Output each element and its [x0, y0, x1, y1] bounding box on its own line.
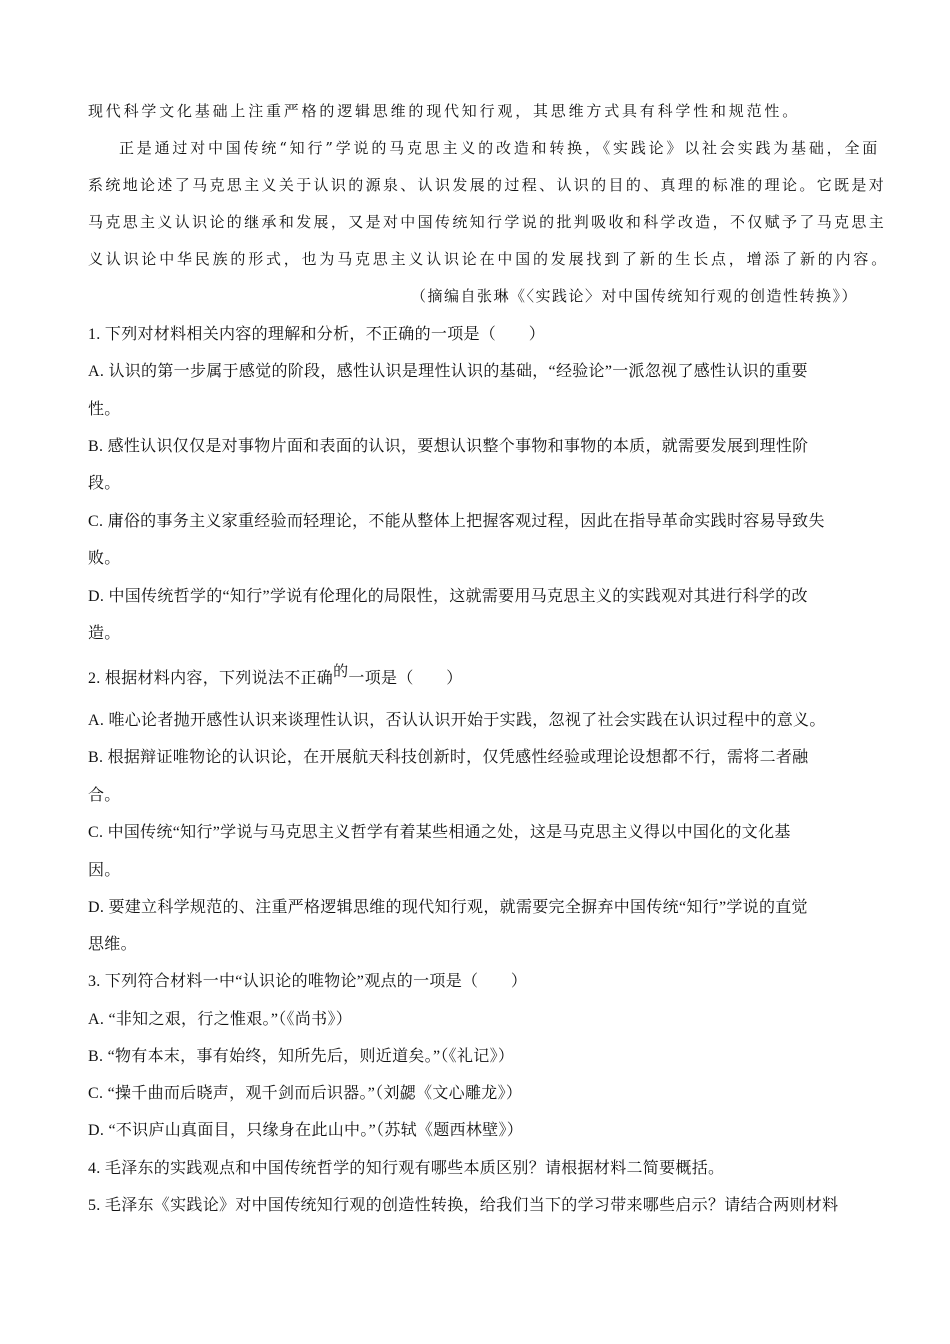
q3-option-d: D. “不识庐山真面目，只缘身在此山中。”（苏轼《题西林壁》） — [88, 1122, 524, 1139]
q1-option-d-cont: 造。 — [88, 625, 121, 642]
question-1-stem: 1. 下列对材料相关内容的理解和分析，不正确的一项是（ ） — [88, 326, 546, 343]
q1-option-b-cont: 段。 — [88, 475, 121, 492]
q2-stem-pre: 2. 根据材料内容，下列说法不正确 — [88, 670, 334, 687]
passage-line-1: 现代科学文化基础上注重严格的逻辑思维的现代知行观，其思维方式具有科学性和规范性。 — [88, 102, 801, 120]
passage-line-4: 马克思主义认识论的继承和发展，又是对中国传统知行学说的批判吸收和科学改造，不仅赋予了马克思主 — [88, 213, 887, 231]
q1-option-b: B. 感性认识仅仅是对事物片面和表面的认识，要想认识整个事物和事物的本质，就需要发展到理性阶 — [88, 438, 809, 455]
q2-option-b-cont: 合。 — [88, 787, 121, 804]
q2-option-d: D. 要建立科学规范的、注重严格逻辑思维的现代知行观，就需要完全摒弃中国传统“知行”学说的直觉 — [88, 899, 808, 916]
passage-line-5: 义认识论中华民族的形式，也为马克思主义认识论在中国的发展找到了新的生长点，增添了新的内容。 — [88, 250, 890, 268]
question-3-stem: 3. 下列符合材料一中“认识论的唯物论”观点的一项是（ ） — [88, 973, 528, 990]
q2-option-c-cont: 因。 — [88, 862, 121, 879]
q2-option-c: C. 中国传统“知行”学说与马克思主义哲学有着某些相通之处，这是马克思主义得以中国化的文化基 — [88, 824, 791, 841]
q2-option-a: A. 唯心论者抛开感性认识来谈理性认识，否认认识开始于实践，忽视了社会实践在认识过程中的意义。 — [88, 712, 826, 729]
passage-source: （摘编自张琳《〈实践论〉对中国传统知行观的创造性转换》） — [410, 287, 858, 305]
q1-option-a-cont: 性。 — [88, 401, 121, 418]
passage-line-3: 系统地论述了马克思主义关于认识的源泉、认识发展的过程、认识的目的、真理的标准的理论。它既是对 — [88, 176, 887, 194]
question-2-stem — [88, 665, 463, 688]
q1-option-c: C. 庸俗的事务主义家重经验而轻理论，不能从整体上把握客观过程，因此在指导革命实践时容易导致失 — [88, 513, 825, 530]
q3-option-c: C. “操千曲而后晓声，观千剑而后识器。”（刘勰《文心雕龙》） — [88, 1085, 523, 1102]
q1-option-c-cont: 败。 — [88, 550, 121, 567]
question-5-stem: 5. 毛泽东《实践论》对中国传统知行观的创造性转换，给我们当下的学习带来哪些启示？请结合两则材料 — [88, 1197, 839, 1214]
q1-option-a: A. 认识的第一步属于感觉的阶段，感性认识是理性认识的基础，“经验论”一派忽视了感性认识的重要 — [88, 363, 808, 380]
q1-option-d: D. 中国传统哲学的“知行”学说有伦理化的局限性，这就需要用马克思主义的实践观对其进行科学的改 — [88, 588, 808, 605]
q2-stem-sup: 的 — [333, 664, 349, 680]
q2-stem-post: 一项是（ ） — [348, 670, 463, 687]
passage-line-2: 正是通过对中国传统“知行”学说的马克思主义的改造和转换，《实践论》以社会实践为基础，全面 — [119, 139, 881, 157]
q3-option-a: A. “非知之艰，行之惟艰。”（《尚书》） — [88, 1011, 353, 1028]
q2-option-b: B. 根据辩证唯物论的认识论，在开展航天科技创新时，仅凭感性经验或理论设想都不行，需将二者融 — [88, 749, 809, 766]
question-4-stem: 4. 毛泽东的实践观点和中国传统哲学的知行观有哪些本质区别？请根据材料二简要概括。 — [88, 1160, 725, 1177]
q2-option-d-cont: 思维。 — [88, 936, 137, 953]
q3-option-b: B. “物有本末，事有始终，知所先后，则近道矣。”（《礼记》） — [88, 1048, 515, 1065]
